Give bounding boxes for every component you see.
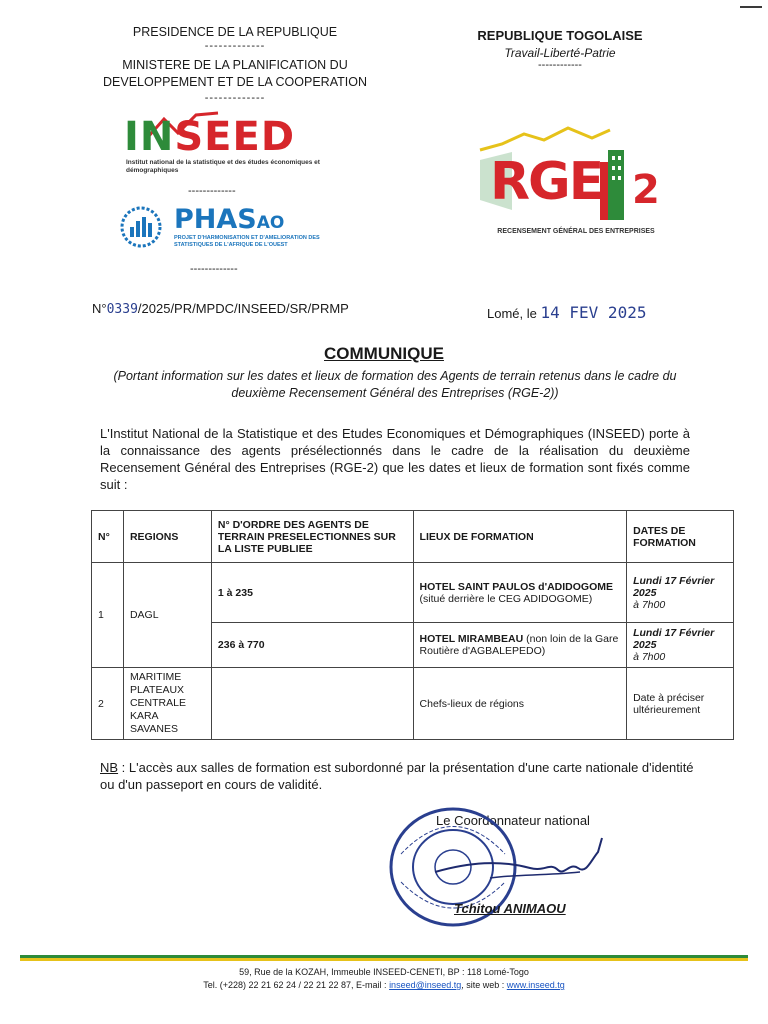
document-date: Lomé, le 14 FEV 2025	[487, 303, 647, 322]
table-row	[92, 668, 734, 740]
header-right	[450, 28, 670, 70]
header-separator: ------------	[538, 59, 582, 71]
note-label: NB	[100, 760, 119, 775]
training-schedule-table	[91, 510, 734, 740]
signatory-title: Le Coordonnateur national	[436, 813, 590, 828]
note-text: : L'accès aux salles de formation est subordonné par la présentation d'une carte nationale d'identité ou d'un passeport en cours de validité.	[100, 760, 694, 792]
header-separator: -------------	[204, 92, 266, 104]
inseed-wordmark: INSEED	[124, 114, 296, 160]
phasao-subtitle: PROJET D'HARMONISATION ET D'AMELIORATION DES STATISTIQUES DE L'AFRIQUE DE L'OUEST	[174, 235, 320, 248]
handwritten-number: 0339	[106, 302, 138, 317]
training-place: Chefs-lieux de régions	[413, 668, 627, 740]
footer	[0, 966, 768, 992]
logo-separator: -------------	[188, 185, 236, 197]
row-num: 1	[92, 563, 124, 668]
email-link[interactable]: inseed@inseed.tg	[389, 980, 462, 990]
header-order: N° D'ORDRE DES AGENTS DE TERRAIN PRESELECTIONNES SUR LA LISTE PUBLIEE	[211, 511, 413, 563]
body-paragraph: L'Institut National de la Statistique et des Etudes Economiques et Démographiques (INSEED) porte à la connaissance des agents présélectionnés dans le cadre de la réalisation du deuxième Recensement Général des Entreprises (RGE-2) que les dates et lieux de formation sont fixés comme suit :	[100, 426, 690, 492]
header-num: N°	[92, 511, 124, 563]
footer-divider	[20, 955, 748, 961]
table-row	[92, 563, 734, 623]
signature-icon	[430, 832, 610, 902]
signatory-name: Tchitou ANIMAOU	[454, 901, 566, 916]
date-stamp: 14 FEV 2025	[540, 303, 647, 322]
training-date: Lundi 17 Février 2025 à 7h00	[627, 563, 734, 623]
training-date: Lundi 17 Février 2025 à 7h00	[627, 623, 734, 668]
row-region: DAGL	[123, 563, 211, 668]
agent-range: 236 à 770	[211, 623, 413, 668]
rge-number: 2	[632, 167, 660, 213]
agent-range: 1 à 235	[211, 563, 413, 623]
header-separator: -------------	[204, 40, 266, 52]
phasao-emblem-icon	[116, 205, 166, 250]
presidency-label: PRESIDENCE DE LA REPUBLIQUE	[132, 25, 338, 39]
footer-address: 59, Rue de la KOZAH, Immeuble INSEED-CENETI, BP : 118 Lomé-Togo	[239, 967, 529, 977]
rge2-caption: RECENSEMENT GÉNÉRAL DES ENTREPRISES	[497, 228, 655, 235]
reference-number: N°0339/2025/PR/MPDC/INSEED/SR/PRMP	[92, 301, 349, 317]
header-places: LIEUX DE FORMATION	[413, 511, 627, 563]
phasao-wordmark: PHASAO	[174, 204, 285, 235]
logo-separator: -------------	[190, 263, 238, 275]
row-num: 2	[92, 668, 124, 740]
row-regions: MARITIME PLATEAUX CENTRALE KARA SAVANES	[123, 668, 211, 740]
ministry-label-line1: MINISTERE DE LA PLANIFICATION DU	[122, 58, 348, 72]
inseed-logo	[124, 115, 354, 177]
inseed-subtitle: Institut national de la statistique et des études économiques et démographiques	[126, 159, 320, 174]
national-motto: Travail-Liberté-Patrie	[504, 46, 616, 60]
rge2-logo	[472, 120, 672, 240]
document-title: COMMUNIQUE	[324, 344, 444, 363]
corner-mark	[740, 6, 762, 10]
document-subtitle: (Portant information sur les dates et lieux de formation des Agents de terrain retenus dans le cadre du deuxième Recensement Général des Entreprises (RGE-2))	[113, 369, 677, 400]
header-dates: DATES DE FORMATION	[627, 511, 734, 563]
ministry-label-line2: DEVELOPPEMENT ET DE LA COOPERATION	[103, 75, 367, 89]
training-date: Date à préciser ultérieurement	[627, 668, 734, 740]
training-place: HOTEL SAINT PAULOS d'ADIDOGOME (situé derrière le CEG ADIDOGOME)	[413, 563, 627, 623]
website-link[interactable]: www.inseed.tg	[506, 980, 565, 990]
rge-wordmark: RGE	[490, 152, 603, 212]
country-name: REPUBLIQUE TOGOLAISE	[477, 28, 643, 43]
training-place: HOTEL MIRAMBEAU (non loin de la Gare Routière d'AGBALEPEDO)	[413, 623, 627, 668]
footer-contact: Tel. (+228) 22 21 62 24 / 22 21 22 87, E-mail : inseed@inseed.tg, site web : www.inseed.tg	[203, 980, 565, 990]
agent-range	[211, 668, 413, 740]
header-left	[90, 24, 380, 103]
table-header-row	[92, 511, 734, 563]
note	[100, 759, 700, 793]
header-regions: REGIONS	[123, 511, 211, 563]
phasao-logo	[116, 205, 346, 255]
